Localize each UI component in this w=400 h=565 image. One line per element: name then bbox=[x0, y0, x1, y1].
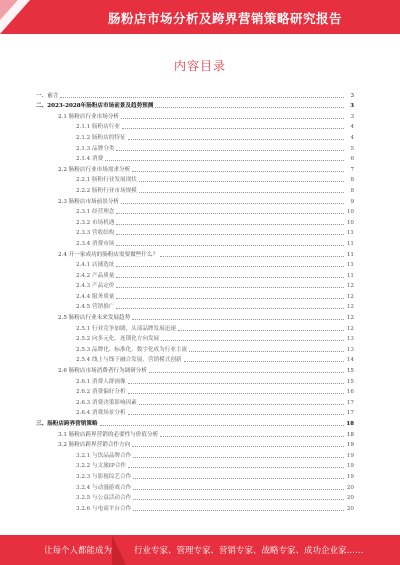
toc-entry-page: 14 bbox=[346, 357, 354, 364]
footer-tagline: 行业专家、管理专家、营销专家、战略专家、成功企业家…… bbox=[134, 546, 364, 556]
toc-entry-label: 2.6.4 消费场景分析 bbox=[76, 410, 126, 417]
toc-entry-label: 2.1.2 肠粉店的特征 bbox=[76, 134, 126, 141]
toc-leader-dots bbox=[116, 298, 344, 299]
toc-entry-page: 20 bbox=[346, 495, 354, 502]
toc-leader-dots bbox=[133, 499, 344, 500]
toc-entry[interactable] bbox=[36, 289, 354, 300]
toc-entry-page: 10 bbox=[346, 209, 354, 216]
toc-entry[interactable] bbox=[36, 395, 354, 406]
toc-entry[interactable] bbox=[36, 279, 354, 290]
toc-entry-label: 2.2 肠粉店行业市场需求分析 bbox=[58, 166, 131, 173]
toc-entry-label: 2.4.3 产品定价 bbox=[76, 283, 115, 290]
toc-entry-page: 9 bbox=[350, 198, 354, 205]
toc-entry[interactable] bbox=[36, 236, 354, 247]
toc-entry-label: 三、肠粉店跨界营销策略 bbox=[36, 421, 98, 427]
toc-entry-label: 2.4.2 产品质量 bbox=[76, 272, 115, 279]
toc-entry-page: 19 bbox=[346, 473, 354, 480]
toc-entry[interactable] bbox=[36, 258, 354, 269]
toc-leader-dots bbox=[116, 224, 344, 225]
toc-leader-dots bbox=[149, 372, 344, 373]
toc-entry[interactable] bbox=[36, 205, 354, 216]
toc-leader-dots bbox=[121, 118, 344, 119]
toc-entry-label: 3.2.3 与影视综艺合作 bbox=[76, 473, 132, 480]
toc-entry[interactable] bbox=[36, 406, 354, 417]
toc-leader-dots bbox=[139, 181, 344, 182]
toc-entry[interactable] bbox=[36, 120, 354, 131]
toc-entry-page: 11 bbox=[346, 240, 354, 247]
toc-entry[interactable] bbox=[36, 342, 354, 353]
toc-entry-page: 15 bbox=[346, 378, 354, 385]
toc-entry[interactable] bbox=[36, 152, 354, 163]
toc-entry[interactable] bbox=[36, 332, 354, 343]
toc-entry-label: 2.1 肠粉店行业市场分析 bbox=[58, 113, 120, 120]
toc-entry[interactable] bbox=[36, 438, 354, 449]
toc-entry[interactable] bbox=[36, 247, 354, 258]
document-title: 肠粉店市场分析及跨界营销策略研究报告 bbox=[107, 11, 342, 26]
toc-entry[interactable] bbox=[36, 99, 354, 110]
footer-slogan: 让每个人都能成为 bbox=[44, 546, 113, 556]
toc-entry[interactable] bbox=[36, 215, 354, 226]
toc-entry-label: 3.2.2 与文旅IP合作 bbox=[76, 463, 126, 470]
toc-entry[interactable] bbox=[36, 183, 354, 194]
toc-leader-dots bbox=[116, 308, 344, 309]
toc-leader-dots bbox=[155, 107, 344, 108]
toc-entry-page: 6 bbox=[350, 156, 354, 163]
toc-entry-page: 19 bbox=[346, 452, 354, 459]
toc-entry-page: 11 bbox=[346, 230, 354, 237]
toc-leader-dots bbox=[122, 128, 344, 129]
toc-entry-page: 7 bbox=[350, 166, 354, 173]
toc-entry-page: 12 bbox=[346, 315, 354, 322]
toc-entry-label: 2.5.3 品牌化、标准化、数字化成为行业主流 bbox=[76, 346, 188, 353]
toc-entry-page: 4 bbox=[350, 134, 354, 141]
toc-entry-label: 3.1 肠粉店跨界营销的必要性与价值分析 bbox=[58, 431, 159, 438]
toc-entry-page: 12 bbox=[346, 283, 354, 290]
toc-entry-page: 12 bbox=[346, 293, 354, 300]
toc-leader-dots bbox=[128, 383, 344, 384]
toc-entry-label: 2.5 肠粉店行业未来发展趋势 bbox=[58, 315, 131, 322]
toc-leader-dots bbox=[132, 446, 344, 447]
toc-leader-dots bbox=[116, 234, 344, 235]
toc-entry[interactable] bbox=[36, 268, 354, 279]
toc-entry-label: 2.3.4 消费市场 bbox=[76, 240, 115, 247]
toc-heading: 内容目录 bbox=[173, 59, 226, 73]
toc-entry[interactable] bbox=[36, 226, 354, 237]
toc-entry-page: 8 bbox=[350, 187, 354, 194]
toc-entry-label: 2.6.2 消费偏好分析 bbox=[76, 389, 126, 396]
toc-entry-label: 2.2.1 肠粉行业发展现状 bbox=[76, 177, 137, 184]
toc-entry-page: 4 bbox=[350, 124, 354, 131]
toc-entry[interactable] bbox=[36, 374, 354, 385]
toc-entry[interactable] bbox=[36, 173, 354, 184]
footer-divider-decoration bbox=[112, 535, 126, 565]
toc-entry-label: 3.2.5 与公益活动合作 bbox=[76, 495, 132, 502]
toc-entry[interactable] bbox=[36, 88, 354, 99]
toc-entry[interactable] bbox=[36, 162, 354, 173]
toc-entry-label: 2.3.2 市场机遇 bbox=[76, 219, 115, 226]
toc-entry-label: 2.5.2 向多元化、连锁化方向发展 bbox=[76, 336, 160, 343]
toc-entry-page: 3 bbox=[350, 113, 354, 120]
toc-entry-page: 8 bbox=[350, 177, 354, 184]
toc-entry-label: 2.4.5 营销推广 bbox=[76, 304, 115, 311]
toc-leader-dots bbox=[139, 192, 344, 193]
toc-entry-label: 2.5.1 行业竞争加剧，头部品牌发展迅速 bbox=[76, 325, 176, 332]
toc-entry-page: 3 bbox=[350, 92, 354, 99]
toc-entry-page: 17 bbox=[346, 410, 354, 417]
toc-entry-page: 19 bbox=[346, 463, 354, 470]
toc-entry-page: 17 bbox=[346, 399, 354, 406]
toc-entry-page: 16 bbox=[346, 389, 354, 396]
toc-entry[interactable] bbox=[36, 109, 354, 120]
toc-entry-label: 2.1.1 肠粉店行业 bbox=[76, 124, 120, 131]
toc-entry-label: 2.1.3 品牌分类 bbox=[76, 145, 115, 152]
table-of-contents bbox=[36, 88, 354, 512]
toc-entry-page: 18 bbox=[346, 431, 354, 438]
toc-entry-label: 2.1.4 消费 bbox=[76, 156, 104, 163]
toc-entry[interactable] bbox=[36, 427, 354, 438]
toc-entry[interactable] bbox=[36, 469, 354, 480]
toc-entry[interactable] bbox=[36, 130, 354, 141]
toc-entry-label: 2.4.4 服务质量 bbox=[76, 293, 115, 300]
toc-leader-dots bbox=[133, 489, 344, 490]
toc-entry-page: 10 bbox=[346, 219, 354, 226]
toc-leader-dots bbox=[116, 150, 344, 151]
toc-entry[interactable] bbox=[36, 501, 354, 512]
toc-leader-dots bbox=[121, 203, 344, 204]
toc-entry[interactable] bbox=[36, 448, 354, 459]
toc-leader-dots bbox=[128, 139, 344, 140]
toc-entry[interactable] bbox=[36, 321, 354, 332]
toc-entry[interactable] bbox=[36, 141, 354, 152]
toc-entry-page: 12 bbox=[346, 304, 354, 311]
toc-entry-page: 12 bbox=[346, 325, 354, 332]
toc-leader-dots bbox=[128, 467, 344, 468]
toc-entry-label: 2.3.1 经营理念 bbox=[76, 209, 115, 216]
toc-entry-page: 19 bbox=[346, 442, 354, 449]
toc-entry[interactable] bbox=[36, 363, 354, 374]
toc-entry-page: 13 bbox=[346, 336, 354, 343]
toc-entry[interactable] bbox=[36, 416, 354, 427]
toc-entry[interactable] bbox=[36, 300, 354, 311]
toc-leader-dots bbox=[160, 436, 344, 437]
toc-entry-page: 3 bbox=[350, 103, 354, 110]
toc-entry-label: 2.3.3 营收结构 bbox=[76, 230, 115, 237]
toc-entry-label: 3.2.6 与电商平台合作 bbox=[76, 505, 132, 512]
toc-leader-dots bbox=[160, 256, 344, 257]
toc-entry-page: 5 bbox=[350, 145, 354, 152]
toc-entry-label: 2.6.1 消费人群画像 bbox=[76, 378, 126, 385]
toc-entry[interactable] bbox=[36, 459, 354, 470]
toc-leader-dots bbox=[105, 160, 344, 161]
toc-entry-label: 3.2 肠粉店跨界营销合作方向 bbox=[58, 442, 131, 449]
toc-entry-label: 二、2023-2028年肠粉店市场前景及趋势预测 bbox=[36, 103, 154, 110]
toc-entry-label: 一、前言 bbox=[36, 92, 59, 99]
toc-leader-dots bbox=[116, 277, 344, 278]
toc-leader-dots bbox=[116, 287, 344, 288]
toc-entry-label: 2.4 开一家成功的肠粉店需要做些什么？ bbox=[58, 251, 159, 258]
toc-leader-dots bbox=[178, 330, 344, 331]
toc-leader-dots bbox=[133, 510, 344, 511]
toc-entry-label: 2.6.3 消费决策影响因素 bbox=[76, 399, 137, 406]
toc-entry-page: 20 bbox=[346, 484, 354, 491]
header-banner bbox=[0, 0, 400, 34]
toc-entry[interactable] bbox=[36, 491, 354, 502]
toc-leader-dots bbox=[133, 457, 344, 458]
toc-entry[interactable] bbox=[36, 385, 354, 396]
toc-entry-page: 11 bbox=[346, 272, 354, 279]
toc-leader-dots bbox=[184, 361, 344, 362]
toc-leader-dots bbox=[128, 393, 344, 394]
toc-entry[interactable] bbox=[36, 194, 354, 205]
toc-entry-page: 11 bbox=[346, 251, 354, 258]
toc-entry[interactable] bbox=[36, 353, 354, 364]
toc-entry-label: 2.3 肠粉店市场前景分析 bbox=[58, 198, 120, 205]
toc-leader-dots bbox=[133, 478, 344, 479]
toc-entry-label: 3.2.4 与动漫游戏合作 bbox=[76, 484, 132, 491]
footer-banner bbox=[0, 535, 400, 565]
toc-entry-label: 2.2.2 肠粉行业市场规模 bbox=[76, 187, 137, 194]
toc-leader-dots bbox=[128, 414, 344, 415]
toc-entry-page: 15 bbox=[346, 368, 354, 375]
toc-leader-dots bbox=[189, 351, 344, 352]
toc-leader-dots bbox=[60, 97, 344, 98]
toc-entry-page: 13 bbox=[346, 346, 354, 353]
toc-entry[interactable] bbox=[36, 480, 354, 491]
toc-entry-page: 11 bbox=[346, 262, 354, 269]
toc-leader-dots bbox=[139, 404, 344, 405]
toc-leader-dots bbox=[132, 319, 344, 320]
header-corner-accent bbox=[0, 0, 18, 20]
toc-entry-label: 2.4.1 店铺选址 bbox=[76, 262, 115, 269]
toc-entry-label: 2.5.4 线上与线下融合发展，营销模式创新 bbox=[76, 357, 182, 364]
toc-leader-dots bbox=[116, 245, 344, 246]
toc-leader-dots bbox=[116, 213, 344, 214]
toc-entry-page: 20 bbox=[346, 505, 354, 512]
toc-entry-page: 18 bbox=[346, 421, 354, 427]
toc-leader-dots bbox=[100, 425, 344, 426]
toc-entry[interactable] bbox=[36, 310, 354, 321]
toc-leader-dots bbox=[132, 171, 344, 172]
toc-leader-dots bbox=[116, 266, 344, 267]
toc-entry-label: 2.6 肠粉店市场消费者行为调研分析 bbox=[58, 368, 147, 375]
toc-entry-label: 3.2.1 与饮品品牌合作 bbox=[76, 452, 132, 459]
toc-leader-dots bbox=[161, 340, 344, 341]
